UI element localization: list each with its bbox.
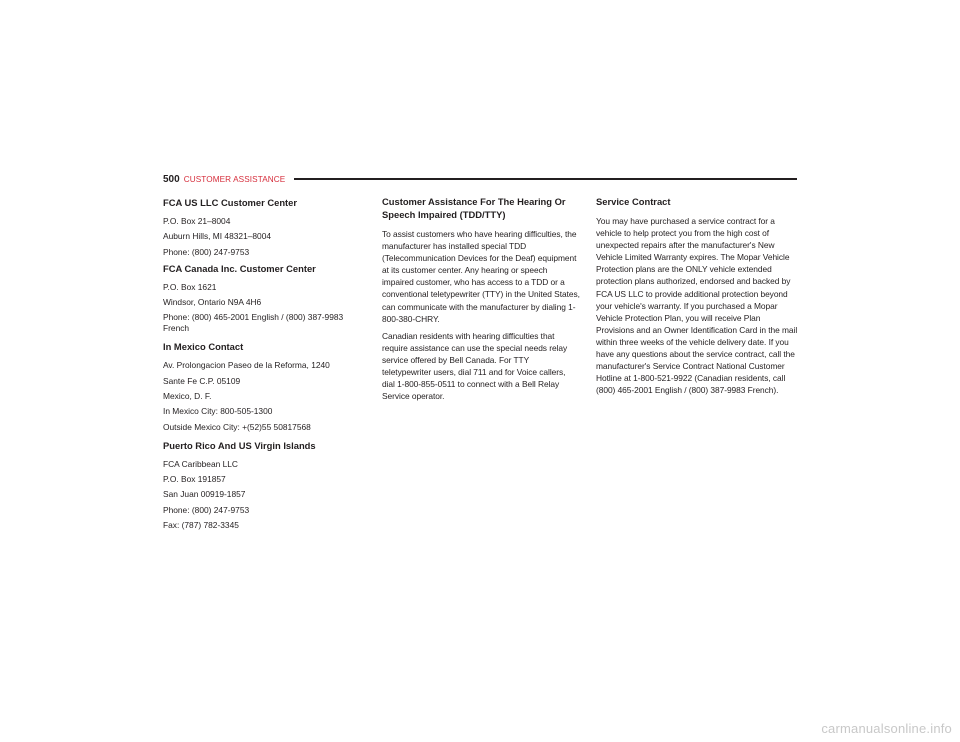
page-header [163,172,797,186]
fca-canada-address-line: P.O. Box 1621 [163,281,217,292]
section-title: CUSTOMER ASSISTANCE [183,174,286,184]
header-rule [294,178,797,181]
fca-us-address-line: Auburn Hills, MI 48321–8004 [163,231,272,242]
puerto-rico-address-line: San Juan 00919-1857 [163,489,246,500]
watermark: carmanualsonline.info [821,721,952,736]
fca-canada-heading: FCA Canada Inc. Customer Center [163,262,316,274]
fca-us-address-line: P.O. Box 21–8004 [163,216,231,226]
column-contacts [163,195,359,535]
mexico-city-phone: In Mexico City: 800-505-1300 [163,406,273,417]
puerto-rico-address-line: P.O. Box 191857 [163,473,226,484]
mexico-heading: In Mexico Contact [163,341,244,353]
puerto-rico-fax: Fax: (787) 782-3345 [163,519,239,530]
mexico-address-line: Mexico, D. F. [163,391,212,402]
column-hearing-impaired [382,195,580,407]
mexico-address-line: Sante Fe C.P. 05109 [163,375,241,386]
fca-us-phone: Phone: (800) 247-9753 [163,246,250,257]
puerto-rico-address-line: FCA Caribbean LLC [163,458,238,469]
puerto-rico-heading: Puerto Rico And US Virgin Islands [163,439,316,451]
mexico-address-line: Av. Prolongacion Paseo de la Reforma, 1240 [163,360,330,371]
canada-relay-paragraph: Canadian residents with hearing difficulties that require assistance can use the special needs relay service offered by Bell Canada. For TTY teletypewriter users, dial 711 and for Voice callers, dial 1-800-855-0511 to connect with a Bell Relay Service operator. [382,330,568,402]
mexico-outside-phone: Outside Mexico City: +(52)55 50817568 [163,421,311,432]
tdd-paragraph: To assist customers who have hearing difficulties, the manufacturer has installed special TDD (Telecommunication Devices for the Deaf) equipment at its customer center. Any hearing or speech impaired customer, who has access to a TDD or a conventional teletypewriter (TTY) in the United States, can communicate with the manufacturer by dialing 1-800-380-CHRY. [382,229,580,324]
fca-canada-address-line: Windsor, Ontario N9A 4H6 [163,297,262,308]
fca-us-heading: FCA US LLC Customer Center [163,197,298,208]
service-contract-paragraph: You may have purchased a service contract for a vehicle to help protect you from the high cost of unexpected repairs after the manufacturer's New Vehicle Limited Warranty expires. The Mopar Vehicle Protection plans are the ONLY vehicle extended protection plans authorized, endorsed and backed by FCA US LLC to provide additional protection beyond your vehicle's warranty. If you purchased a Mopar Vehicle Protection Plan, you will receive Plan Provisions and an Owner Identification Card in the mail within three weeks of the vehicle delivery date. If you have any questions about the service contract, call the manufacturer's Service Contract National Customer Hotline at 1-800-521-9922 (Canadian residents, call (800) 465-2001 English / (800) 387-9983 French). [596,216,798,396]
hearing-impaired-heading: Customer Assistance For The Hearing Or Speech Impaired (TDD/TTY) [382,196,566,220]
fca-canada-phone: Phone: (800) 465-2001 English / (800) 387-9983 French [163,312,344,334]
page-number: 500 [163,173,180,185]
puerto-rico-phone: Phone: (800) 247-9753 [163,504,250,515]
service-contract-heading: Service Contract [596,196,671,207]
column-service-contract [596,195,798,401]
